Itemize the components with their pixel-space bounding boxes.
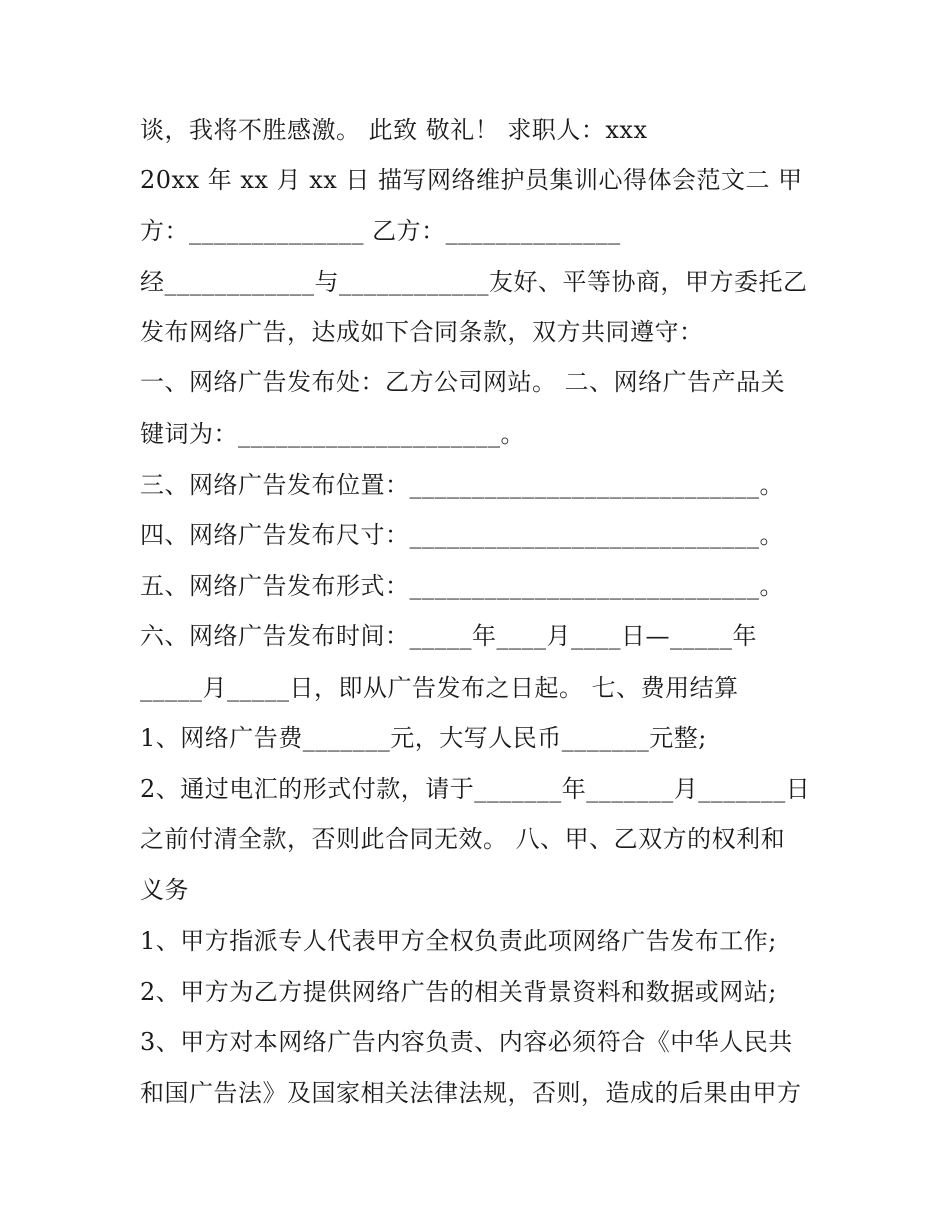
text-line: 六、网络广告发布时间：_____年____月____日—_____年 [140, 622, 757, 650]
text-line: 之前付清全款，否则此合同无效。 八、甲、乙双方的权利和 [140, 825, 786, 853]
text-line: 经____________与____________友好、平等协商，甲方委托乙 [140, 268, 808, 296]
text-line: 义务 [140, 876, 189, 904]
text-line: 谈，我将不胜感激。 此致 敬礼！ 求职人：xxx [140, 116, 648, 144]
text-line: 1、甲方指派专人代表甲方全权负责此项网络广告发布工作; [140, 927, 777, 955]
text-line: _____月_____日，即从广告发布之日起。 七、费用结算 [140, 674, 739, 702]
text-line: 方：______________ 乙方：______________ [140, 217, 621, 245]
text-line: 一、网络广告发布处：乙方公司网站。 二、网络广告产品关 [140, 368, 786, 396]
text-line: 2、通过电汇的形式付款，请于_______年_______月_______日 [140, 775, 811, 803]
text-line: 20xx 年 xx 月 xx 日 描写网络维护员集训心得体会范文二 甲 [140, 166, 803, 194]
text-line: 2、甲方为乙方提供网络广告的相关背景资料和数据或网站; [140, 978, 777, 1006]
text-line: 五、网络广告发布形式：____________________________。 [140, 572, 784, 600]
text-line: 3、甲方对本网络广告内容负责、内容必须符合《中华人民共 [140, 1028, 793, 1056]
text-line: 键词为：_____________________。 [140, 420, 525, 448]
text-line: 三、网络广告发布位置：____________________________。 [140, 471, 784, 499]
text-line: 发布网络广告，达成如下合同条款，双方共同遵守： [140, 318, 704, 346]
text-line: 1、网络广告费_______元，大写人民币_______元整; [140, 724, 707, 752]
text-line: 四、网络广告发布尺寸：____________________________。 [140, 521, 784, 549]
text-line: 和国广告法》及国家相关法律法规，否则，造成的后果由甲方 [140, 1079, 802, 1107]
